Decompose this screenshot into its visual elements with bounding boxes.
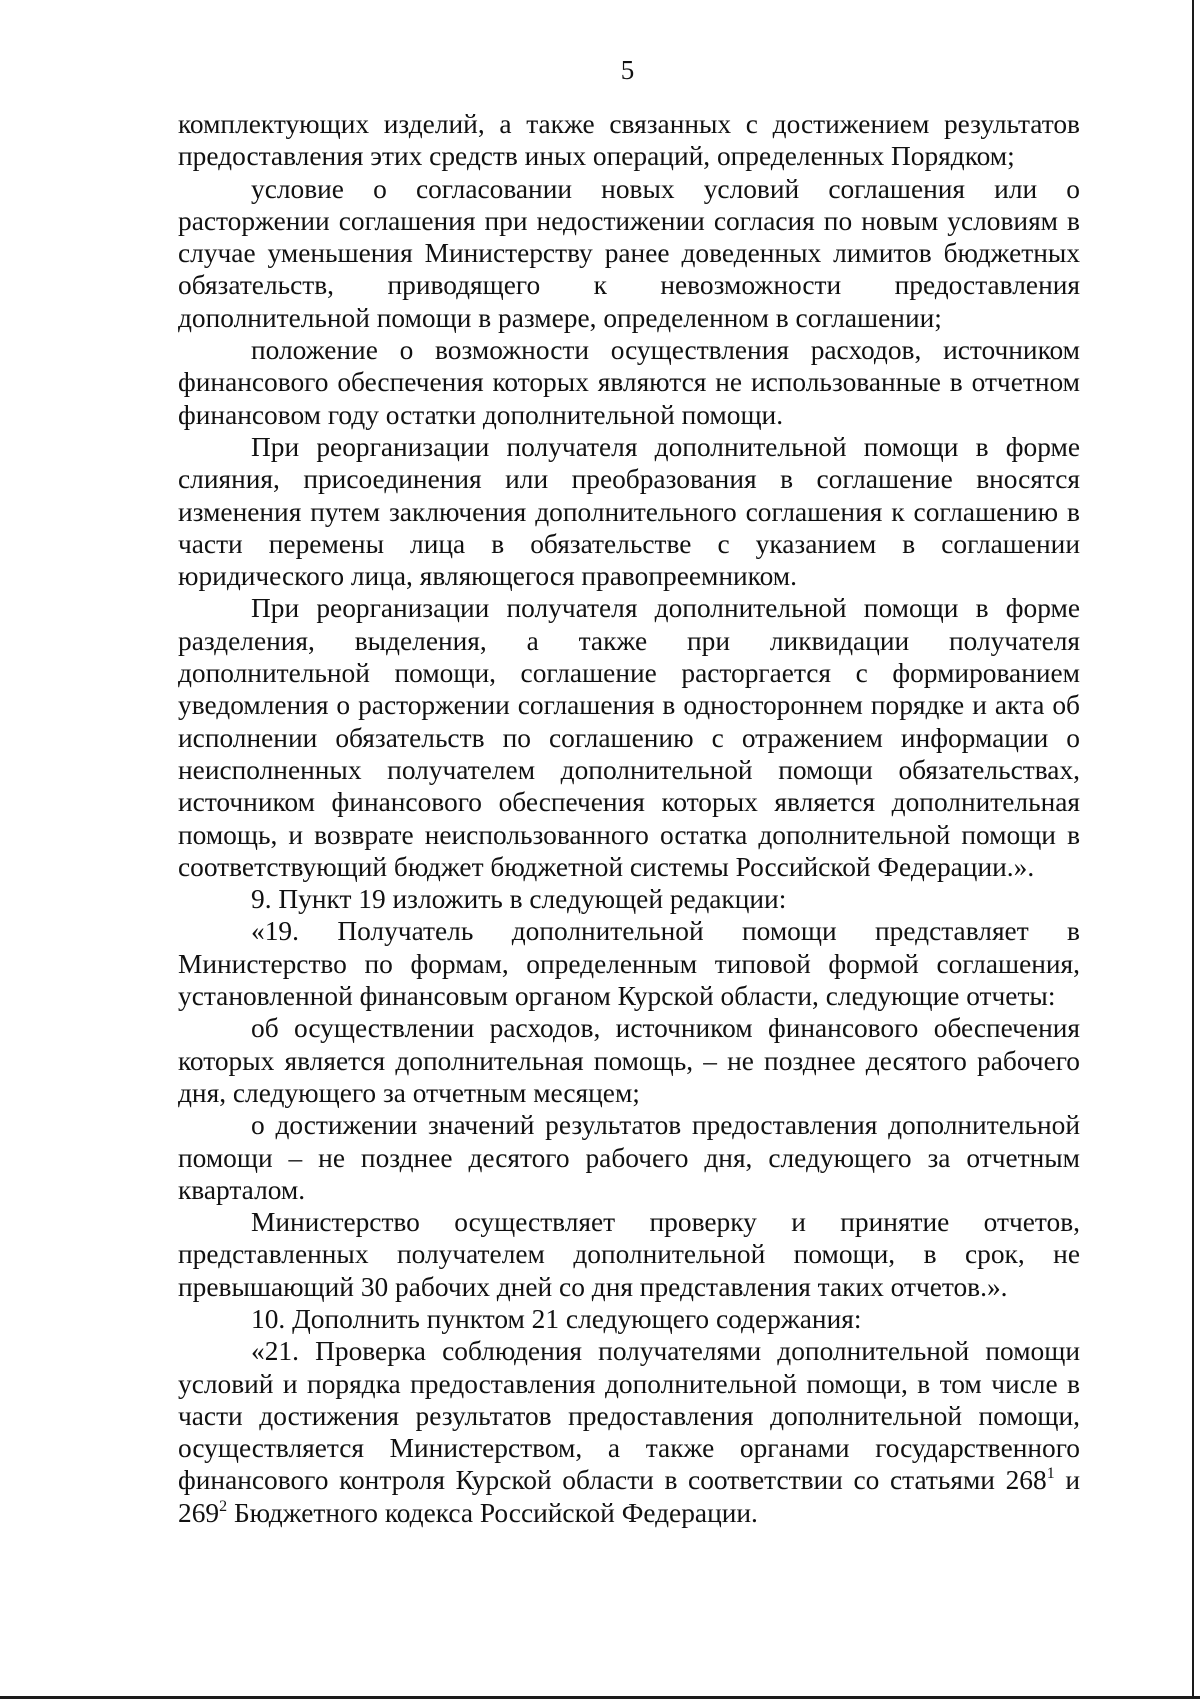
paragraph: комплектующих изделий, а также связанных с достижением результатов предоставления этих средств иных операций, определенных Порядком; [178, 109, 1080, 172]
page-number: 5 [620, 55, 635, 85]
paragraph: При реорганизации получателя дополнительной помощи в форме разделения, выделения, а также при ликвидации получателя дополнительной помощи, соглашение расторгается с формированием уведомления о расторжении соглашения в одностороннем порядке и акта об исполнении обязательств по соглашению с отражением информации о неисполненных получателем дополнительной помощи обязательствах, источником финансового обеспечения которых является дополнительная помощь, и возврате неиспользованного остатка дополнительной помощи в соответствующий бюджет бюджетной системы Российской Федерации.». [178, 593, 1080, 882]
paragraph: «19. Получатель дополнительной помощи представляет в Министерство по формам, определенным типовой формой соглашения, установленной финансовым органом Курской области, следующие отчеты: [178, 916, 1080, 1012]
paragraph: 9. Пункт 19 изложить в следующей редакции: [251, 884, 787, 915]
paragraph: 10. Дополнить пунктом 21 следующего содержания: [251, 1303, 862, 1334]
final-paragraph-text-2: и 269 [178, 1465, 1080, 1528]
paragraph: условие о согласовании новых условий соглашения или о расторжении соглашения при недостижении согласия по новым условиям в случае уменьшения Министерству ранее доведенных лимитов бюджетных обязательств, приводящего к невозможности предоставления дополнительной помощи в размере, определенном в соглашении; [178, 173, 1080, 333]
final-paragraph-text-3: Бюджетного кодекса Российской Федерации. [227, 1497, 758, 1528]
final-paragraph-text-1: «21. Проверка соблюдения получателями дополнительной помощи условий и порядка предоставления дополнительной помощи, в том числе в части достижения результатов предоставления дополнительной помощи, осуществляется Министерством, а также органами государственного финансового контроля Курской области в соответствии со статьями 268 [178, 1336, 1080, 1496]
scan-border-right [1192, 0, 1194, 1699]
paragraph: Министерство осуществляет проверку и принятие отчетов, представленных получателем дополнительной помощи, в срок, не превышающий 30 рабочих дней со дня представления таких отчетов.». [178, 1207, 1080, 1302]
paragraph: об осуществлении расходов, источником финансового обеспечения которых является дополнительная помощь, – не позднее десятого рабочего дня, следующего за отчетным месяцем; [178, 1013, 1080, 1108]
paragraph-final [178, 1335, 1080, 1529]
document-body [178, 108, 1080, 1529]
paragraph: о достижении значений результатов предоставления дополнительной помощи – не позднее десятого рабочего дня, следующего за отчетным кварталом. [178, 1110, 1080, 1205]
paragraph: При реорганизации получателя дополнительной помощи в форме слияния, присоединения или преобразования в соглашение вносятся изменения путем заключения дополнительного соглашения к соглашению в части перемены лица в обязательстве с указанием в соглашении юридического лица, являющегося правопреемником. [178, 431, 1080, 592]
paragraph: положение о возможности осуществления расходов, источником финансового обеспечения которых являются не использованные в отчетном финансовом году остатки дополнительной помощи. [178, 335, 1080, 430]
superscript-2: 2 [219, 1497, 228, 1515]
superscript-1: 1 [1046, 1465, 1055, 1483]
